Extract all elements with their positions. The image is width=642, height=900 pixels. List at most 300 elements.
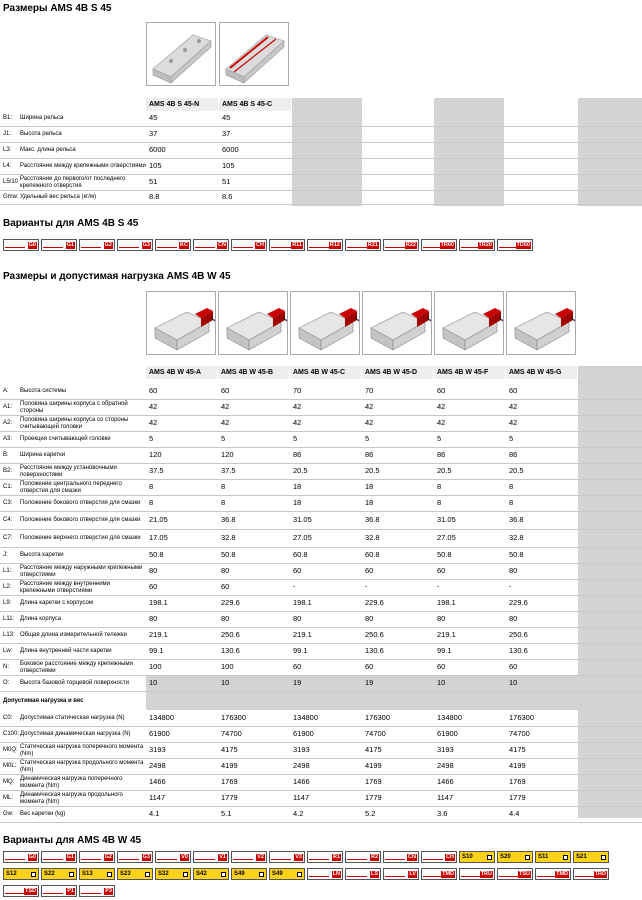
variant-s32-icon: [155, 868, 191, 880]
variant-r21-icon: [345, 239, 381, 251]
variant-code: TMD: [442, 870, 454, 877]
variant-code: S42: [196, 870, 207, 877]
cell-value: 100: [149, 662, 162, 672]
variant-code: G0: [28, 853, 36, 860]
variant-code: S12: [6, 870, 17, 877]
row-symbol: L4:: [3, 163, 12, 170]
s2-col-header: AMS 4B W 45-F: [434, 366, 505, 379]
variant-code: TRU: [480, 870, 492, 877]
s2-col-header: AMS 4B W 45-B: [218, 366, 289, 379]
cell-value: 8: [149, 482, 154, 492]
cell-value: 80: [221, 566, 230, 576]
cell-value: 1466: [293, 777, 310, 787]
cell-value: 99.1: [293, 646, 308, 656]
cell-value: 60: [437, 662, 446, 672]
variant-shape-icon: [271, 242, 291, 248]
cell-value: 80: [149, 566, 158, 576]
variant-s10-icon: [459, 851, 495, 863]
cell-value: 42: [509, 402, 518, 412]
cell-value: 19: [365, 678, 374, 688]
load-heading: Допустимая нагрузка и вес: [3, 698, 84, 704]
variant-code: S13: [82, 870, 93, 877]
cell-value: 27.05: [293, 533, 312, 543]
row-label: Длина корпуса: [20, 616, 62, 623]
variant-ln-icon: [307, 868, 343, 880]
row-symbol: C4:: [3, 517, 13, 524]
variant-code: TSU: [519, 870, 530, 877]
row-symbol: C0:: [3, 715, 13, 722]
row-symbol: M0Q:: [3, 747, 18, 754]
variant-code: CN: [218, 241, 226, 248]
cell-value: 60.8: [293, 550, 308, 560]
cell-value: 1769: [509, 777, 526, 787]
variant-s49-icon: [269, 868, 305, 880]
table-row: [0, 775, 642, 791]
row-symbol: N:: [3, 664, 9, 671]
variant-g2-icon: [79, 851, 115, 863]
variant-shape-icon: [233, 854, 253, 860]
cell-value: 86: [365, 450, 374, 460]
row-symbol: Lw:: [3, 648, 13, 655]
variant-code: TSD: [25, 887, 36, 894]
variant-code: CH: [256, 241, 264, 248]
variant-s11-icon: [535, 851, 571, 863]
cell-value: 8: [437, 482, 442, 492]
carriage-image: [362, 291, 432, 355]
rail-image-n: [146, 22, 216, 86]
cell-value: 70: [293, 386, 302, 396]
row-label: Длина внутренней части каретки: [20, 648, 112, 655]
carriage-image: [290, 291, 360, 355]
cell-value: 1147: [437, 793, 454, 803]
variant-shape-icon: [423, 871, 443, 877]
row-label: Положение бокового отверстия для смазки: [20, 500, 141, 507]
variant-r1-icon: [307, 851, 343, 863]
variant-shape-icon: [385, 854, 405, 860]
cell-value: 130.6: [221, 646, 240, 656]
variant-code: R22: [405, 241, 416, 248]
cell-value: 42: [437, 402, 446, 412]
cell-value: 130.6: [365, 646, 384, 656]
cell-value: 8: [149, 498, 154, 508]
row-symbol: MQ:: [3, 779, 15, 786]
s2-col-header: AMS 4B W 45-C: [290, 366, 361, 379]
variant-code: S11: [538, 853, 549, 860]
variant-shape-icon: [43, 242, 63, 248]
cell-value: 250.6: [221, 630, 240, 640]
variant-row: [3, 868, 609, 880]
table-row: [0, 416, 642, 432]
carriage-image: [218, 291, 288, 355]
cell-value: 3193: [437, 745, 454, 755]
row-label: Расстояние между наружными крепежными отверстиями: [20, 565, 143, 578]
variant-shape-icon: [81, 888, 101, 894]
cell-value: 8: [437, 498, 442, 508]
cell-value: 6000: [149, 145, 166, 155]
variant-shape-icon: [575, 871, 595, 877]
cell-value: 1769: [365, 777, 382, 787]
row-label: Расстояние между внутренними крепежными отверстиями: [20, 581, 111, 594]
variant-shape-icon: [81, 854, 101, 860]
cell-value: 5.1: [221, 809, 232, 819]
cell-value: 176300: [509, 713, 535, 723]
variant-code: CN: [408, 853, 416, 860]
s2-col-header: AMS 4B W 45-G: [506, 366, 577, 379]
row-label: Расстояние до первого/от последнего крепежного отверстия: [20, 176, 126, 189]
row-symbol: A:: [3, 388, 9, 395]
carriage-image: [146, 291, 216, 355]
variant-tr20-icon: [459, 239, 495, 251]
variant-code: P1: [67, 887, 74, 894]
cell-value: 10: [221, 678, 230, 688]
variant-code: P3: [105, 887, 112, 894]
variants1-title: Варианты для AMS 4B S 45: [3, 218, 139, 229]
cell-value: 100: [221, 662, 234, 672]
square-icon: [487, 855, 492, 860]
cell-value: 198.1: [149, 598, 168, 608]
cell-value: 1779: [221, 793, 238, 803]
cell-value: 219.1: [437, 630, 456, 640]
cell-value: 42: [149, 402, 158, 412]
table-row: [0, 612, 642, 628]
cell-value: 198.1: [437, 598, 456, 608]
variant-ch-icon: [231, 239, 267, 251]
variant-tmd-icon: [421, 868, 457, 880]
variant-p1-icon: [41, 885, 77, 897]
variant-lv-icon: [383, 868, 419, 880]
rail-image-c: [219, 22, 289, 86]
cell-value: 80: [365, 614, 374, 624]
cell-value: 45: [149, 113, 158, 123]
cell-value: 32.8: [221, 533, 236, 543]
cell-value: 8.8: [149, 192, 160, 202]
row-symbol: C3:: [3, 500, 13, 507]
table-row: [0, 480, 642, 496]
row-label: Общая длина измерительной тележки: [20, 632, 127, 639]
cell-value: 8: [509, 482, 514, 492]
cell-value: 2498: [437, 761, 454, 771]
table-row: [0, 807, 642, 823]
s1-col-1: AMS 4B S 45-C: [219, 98, 291, 111]
variant-code: TRD: [594, 870, 606, 877]
variant-shape-icon: [195, 854, 215, 860]
cell-value: 42: [221, 402, 230, 412]
cell-value: 18: [293, 498, 302, 508]
variant-code: G3: [142, 241, 150, 248]
cell-value: 36.8: [221, 515, 236, 525]
cell-value: 60.8: [365, 550, 380, 560]
row-label: Макс. длина рельса: [20, 147, 76, 154]
variant-tmd-icon: [535, 868, 571, 880]
variant-shape-icon: [309, 242, 329, 248]
row-label: Высота базовой торцевой поверхности: [20, 680, 129, 687]
table-row: [0, 628, 642, 644]
cell-value: 4175: [221, 745, 238, 755]
table-row: [0, 143, 642, 159]
cell-value: -: [509, 582, 512, 592]
variant-kc-icon: [155, 239, 191, 251]
variant-code: S32: [158, 870, 169, 877]
variant-g1-icon: [41, 239, 77, 251]
cell-value: 50.8: [221, 550, 236, 560]
cell-value: 50.8: [437, 550, 452, 560]
table-row: [0, 159, 642, 175]
table-row: [0, 512, 642, 530]
cell-value: 51: [149, 177, 158, 187]
cell-value: 37.5: [149, 466, 164, 476]
square-icon: [259, 872, 264, 877]
row-label: Длина каретки с корпусом: [20, 600, 93, 607]
variant-code: S20: [500, 853, 511, 860]
cell-value: 3.6: [437, 809, 448, 819]
variant-tsu-icon: [497, 868, 533, 880]
variant-r11-icon: [269, 239, 305, 251]
cell-value: 37: [149, 129, 158, 139]
table-row: [0, 464, 642, 480]
cell-value: 80: [437, 614, 446, 624]
variant-code: S49: [234, 870, 245, 877]
variant-g3-icon: [117, 851, 153, 863]
variant-s23-icon: [117, 868, 153, 880]
cell-value: 31.05: [437, 515, 456, 525]
variant-g2-icon: [79, 239, 115, 251]
cell-value: 51: [222, 177, 231, 187]
table-row: [0, 564, 642, 580]
row-label: Статическая нагрузка продольного момента (Nm): [20, 760, 144, 773]
cell-value: 5.2: [365, 809, 376, 819]
row-symbol: A3:: [3, 436, 13, 443]
variant-code: S21: [576, 853, 587, 860]
cell-value: 1147: [149, 793, 166, 803]
cell-value: 42: [221, 418, 230, 428]
cell-value: 120: [149, 450, 162, 460]
cell-value: 1769: [221, 777, 238, 787]
variant-shape-icon: [157, 242, 177, 248]
variant-v2-icon: [231, 851, 267, 863]
variant-code: R21: [367, 241, 378, 248]
cell-value: 5: [365, 434, 370, 444]
square-icon: [221, 872, 226, 877]
cell-value: 20.5: [365, 466, 380, 476]
table-row: [0, 596, 642, 612]
variant-code: LS: [370, 870, 378, 877]
variant-v0-icon: [155, 851, 191, 863]
cell-value: 18: [365, 498, 374, 508]
variant-shape-icon: [43, 888, 63, 894]
cell-value: 74700: [509, 729, 530, 739]
cell-value: 60: [365, 566, 374, 576]
variant-s12-icon: [3, 868, 39, 880]
variant-shape-icon: [309, 854, 329, 860]
row-symbol: J1:: [3, 131, 12, 138]
cell-value: 4.4: [509, 809, 520, 819]
cell-value: 1466: [437, 777, 454, 787]
variant-code: G3: [142, 853, 150, 860]
cell-value: 37: [222, 129, 231, 139]
row-label: Ширина рельса: [20, 115, 64, 122]
row-label: Допустимая статическая нагрузка (N): [20, 715, 125, 722]
variant-td50-icon: [497, 239, 533, 251]
cell-value: 8: [221, 498, 226, 508]
row-label: Расстояние между установочными поверхностями: [20, 465, 117, 478]
cell-value: 36.8: [509, 515, 524, 525]
cell-value: 61900: [149, 729, 170, 739]
cell-value: 42: [509, 418, 518, 428]
variant-shape-icon: [43, 854, 63, 860]
cell-value: 4175: [509, 745, 526, 755]
cell-value: 74700: [365, 729, 386, 739]
cell-value: 50.8: [149, 550, 164, 560]
variant-shape-icon: [119, 854, 139, 860]
cell-value: 219.1: [293, 630, 312, 640]
cell-value: 176300: [221, 713, 247, 723]
variant-code: V0: [181, 853, 188, 860]
cell-value: 2498: [293, 761, 310, 771]
cell-value: 229.6: [509, 598, 528, 608]
variant-ch-icon: [421, 851, 457, 863]
carriage-image: [506, 291, 576, 355]
row-symbol: L11:: [3, 616, 15, 623]
variant-code: TR60: [440, 241, 454, 248]
variant-shape-icon: [499, 871, 519, 877]
cell-value: 17.05: [149, 533, 168, 543]
cell-value: 5: [221, 434, 226, 444]
row-symbol: L9:: [3, 600, 12, 607]
cell-value: 27.05: [437, 533, 456, 543]
variant-code: S23: [120, 870, 131, 877]
cell-value: 60: [149, 386, 158, 396]
cell-value: 105: [149, 161, 162, 171]
cell-value: 130.6: [509, 646, 528, 656]
cell-value: 10: [509, 678, 518, 688]
cell-value: 21.05: [149, 515, 168, 525]
s2-col-header: AMS 4B W 45-D: [362, 366, 433, 379]
cell-value: 99.1: [149, 646, 164, 656]
table-row: [0, 191, 642, 205]
cell-value: 61900: [437, 729, 458, 739]
table-row: [0, 127, 642, 143]
variant-code: G2: [104, 241, 112, 248]
variant-row: [3, 851, 609, 863]
variant-s22-icon: [41, 868, 77, 880]
variant-code: S49: [272, 870, 283, 877]
variant-tru-icon: [459, 868, 495, 880]
variant-code: G2: [104, 853, 112, 860]
table-row: [0, 530, 642, 548]
row-label: Допустимая динамическая нагрузка (N): [20, 731, 131, 738]
cell-value: 60: [221, 582, 230, 592]
section2-title: Размеры и допустимая нагрузка AMS 4B W 45: [3, 271, 231, 282]
cell-value: 42: [365, 418, 374, 428]
variants2-title: Варианты для AMS 4B W 45: [3, 835, 142, 846]
row-symbol: L2:: [3, 584, 12, 591]
variant-code: TR20: [478, 241, 492, 248]
cell-value: 80: [509, 566, 518, 576]
cell-value: -: [293, 582, 296, 592]
cell-value: 4199: [509, 761, 526, 771]
variant-s49-icon: [231, 868, 267, 880]
variant-code: CH: [446, 853, 454, 860]
cell-value: 32.8: [365, 533, 380, 543]
cell-value: 18: [293, 482, 302, 492]
cell-value: 36.8: [365, 515, 380, 525]
variant-code: R12: [329, 241, 340, 248]
s2-col-header: AMS 4B W 45-A: [146, 366, 217, 379]
variant-g3-icon: [117, 239, 153, 251]
row-symbol: L3:: [3, 147, 12, 154]
cell-value: 198.1: [293, 598, 312, 608]
variant-shape-icon: [5, 854, 25, 860]
cell-value: 19: [293, 678, 302, 688]
variant-shape-icon: [157, 854, 177, 860]
table-row: [0, 759, 642, 775]
cell-value: 60: [221, 386, 230, 396]
cell-value: 20.5: [437, 466, 452, 476]
cell-value: 61900: [293, 729, 314, 739]
variant-code: G0: [28, 241, 36, 248]
variant-shape-icon: [347, 854, 367, 860]
row-label: Высота системы: [20, 388, 67, 395]
table-row: [0, 676, 642, 692]
table-row: [0, 496, 642, 512]
s1-col-0: AMS 4B S 45-N: [146, 98, 218, 111]
variant-shape-icon: [461, 242, 481, 248]
cell-value: 5: [509, 434, 514, 444]
row-label: Положение бокового отверстия для смазки: [20, 517, 141, 524]
row-label: Положение верхнего отверстия для смазки: [20, 535, 141, 542]
table-row: [0, 727, 642, 743]
row-symbol: Gw:: [3, 811, 14, 818]
variant-s42-icon: [193, 868, 229, 880]
cell-value: 1147: [293, 793, 310, 803]
variant-shape-icon: [423, 854, 443, 860]
variant-code: TMD: [556, 870, 568, 877]
cell-value: 42: [437, 418, 446, 428]
variant-v3-icon: [269, 851, 305, 863]
variant-shape-icon: [195, 242, 215, 248]
variant-g1-icon: [41, 851, 77, 863]
row-label: Расстояние между крепежными отверстиями: [20, 163, 146, 170]
variant-code: V2: [257, 853, 264, 860]
cell-value: 1466: [149, 777, 166, 787]
table-row: [0, 791, 642, 807]
variant-code: KC: [180, 241, 188, 248]
row-symbol: L13:: [3, 632, 15, 639]
table-row: [0, 175, 642, 191]
row-label: Динамическая нагрузка продольного момента (Nm): [20, 792, 123, 805]
cell-value: 3193: [149, 745, 166, 755]
square-icon: [525, 855, 530, 860]
cell-value: 74700: [221, 729, 242, 739]
variant-shape-icon: [461, 871, 481, 877]
variant-code: S10: [462, 853, 473, 860]
cell-value: 229.6: [221, 598, 240, 608]
cell-value: 134800: [437, 713, 463, 723]
row-symbol: B:: [3, 452, 9, 459]
variant-shape-icon: [537, 871, 557, 877]
cell-value: 42: [293, 418, 302, 428]
cell-value: 32.8: [509, 533, 524, 543]
row-symbol: A2:: [3, 420, 13, 427]
variant-code: V1: [219, 853, 226, 860]
table-row: [0, 400, 642, 416]
variant-cn-icon: [383, 851, 419, 863]
cell-value: 8.6: [222, 192, 233, 202]
cell-value: 1779: [365, 793, 382, 803]
cell-value: 134800: [293, 713, 319, 723]
variant-tsd-icon: [3, 885, 39, 897]
row-label: Половина ширины корпуса со стороны считывающей головки: [20, 417, 129, 430]
